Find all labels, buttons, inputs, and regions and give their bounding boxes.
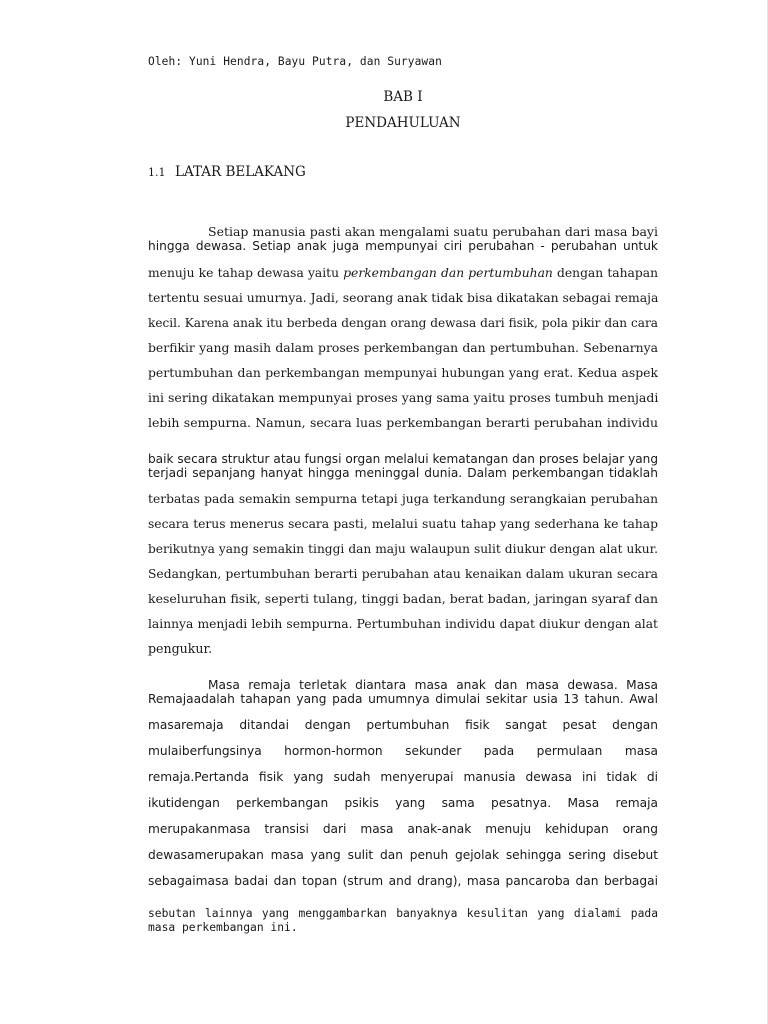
chapter-title: PENDAHULUAN: [345, 115, 461, 131]
text-line: baik secara struktur atau fungsi organ melalui kematangan dan proses belajar yang: [148, 452, 658, 466]
section-number: 1.1: [148, 166, 166, 179]
text-line: ini sering dikatakan mempunyai proses yang sama yaitu proses tumbuh menjadi: [148, 390, 659, 405]
author-line: Oleh: Yuni Hendra, Bayu Putra, dan Suryawan: [148, 55, 442, 68]
text-line: berfikir yang masih dalam proses perkembangan dan pertumbuhan. Sebenarnya: [148, 340, 658, 355]
text-line: Sedangkan, pertumbuhan berarti perubahan atau kenaikan dalam ukuran secara: [148, 567, 658, 581]
text-line: [148, 265, 658, 281]
chapter-number: BAB I: [383, 89, 423, 105]
emphasis-text: perkembangan dan pertumbuhan: [343, 266, 553, 280]
text-line: berikutnya yang semakin tinggi dan maju walaupun sulit diukur dengan alat ukur.: [148, 542, 658, 556]
text-line: Remajaadalah tahapan yang pada umumnya dimulai sekitar usia 13 tahun. Awal: [148, 692, 658, 706]
text-line: hingga dewasa. Setiap anak juga mempunyai ciri perubahan - perubahan untuk: [148, 239, 658, 253]
text-line: terjadi sepanjang hanyat hingga meninggal dunia. Dalam perkembangan tidaklah: [148, 466, 658, 480]
text-line: masaremaja ditandai dengan pertumbuhan fisik sangat pesat dengan: [148, 718, 658, 732]
text-line: pertumbuhan dan perkembangan mempunyai hubungan yang erat. Kedua aspek: [148, 365, 658, 380]
text-line: mulaiberfungsinya hormon-hormon sekunder pada permulaan masa: [148, 744, 658, 758]
text-line: merupakanmasa transisi dari masa anak-anak menuju kehidupan orang: [148, 822, 658, 836]
text-line: sebagaimasa badai dan topan (strum and drang), masa pancaroba dan berbagai: [148, 874, 658, 888]
text-line: pengukur.: [148, 641, 213, 656]
text-line: masa perkembangan ini.: [148, 921, 298, 934]
text-line: dewasamerupakan masa yang sulit dan penuh gejolak sehingga sering disebut: [148, 848, 658, 862]
text-line: lebih sempurna. Namun, secara luas perkembangan berarti perubahan individu: [148, 415, 658, 430]
text-run: menuju ke tahap dewasa yaitu: [148, 266, 344, 280]
text-line: Setiap manusia pasti akan mengalami suatu perubahan dari masa bayi: [208, 224, 658, 239]
text-run: dengan tahapan: [552, 266, 658, 280]
text-line: tertentu sesuai umurnya. Jadi, seorang anak tidak bisa dikatakan sebagai remaja: [148, 290, 659, 305]
section-title: LATAR BELAKANG: [175, 164, 306, 180]
text-line: terbatas pada semakin sempurna tetapi juga terkandung serangkaian perubahan: [148, 492, 658, 506]
text-line: lainnya menjadi lebih sempurna. Pertumbuhan individu dapat diukur dengan alat: [148, 617, 658, 631]
text-line: kecil. Karena anak itu berbeda dengan orang dewasa dari fisik, pola pikir dan cara: [148, 316, 658, 330]
text-line: Masa remaja terletak diantara masa anak dan masa dewasa. Masa: [208, 678, 658, 692]
text-line: ikutidengan perkembangan psikis yang sama pesatnya. Masa remaja: [148, 796, 658, 810]
text-line: keseluruhan fisik, seperti tulang, tinggi badan, berat badan, jaringan syaraf dan: [148, 591, 658, 606]
section-heading: [148, 164, 306, 180]
text-line: secara terus menerus secara pasti, melalui suatu tahap yang sederhana ke tahap: [148, 517, 658, 531]
text-line: remaja.Pertanda fisik yang sudah menyerupai manusia dewasa ini tidak di: [148, 770, 658, 784]
text-line: sebutan lainnya yang menggambarkan banyaknya kesulitan yang dialami pada: [148, 907, 658, 920]
